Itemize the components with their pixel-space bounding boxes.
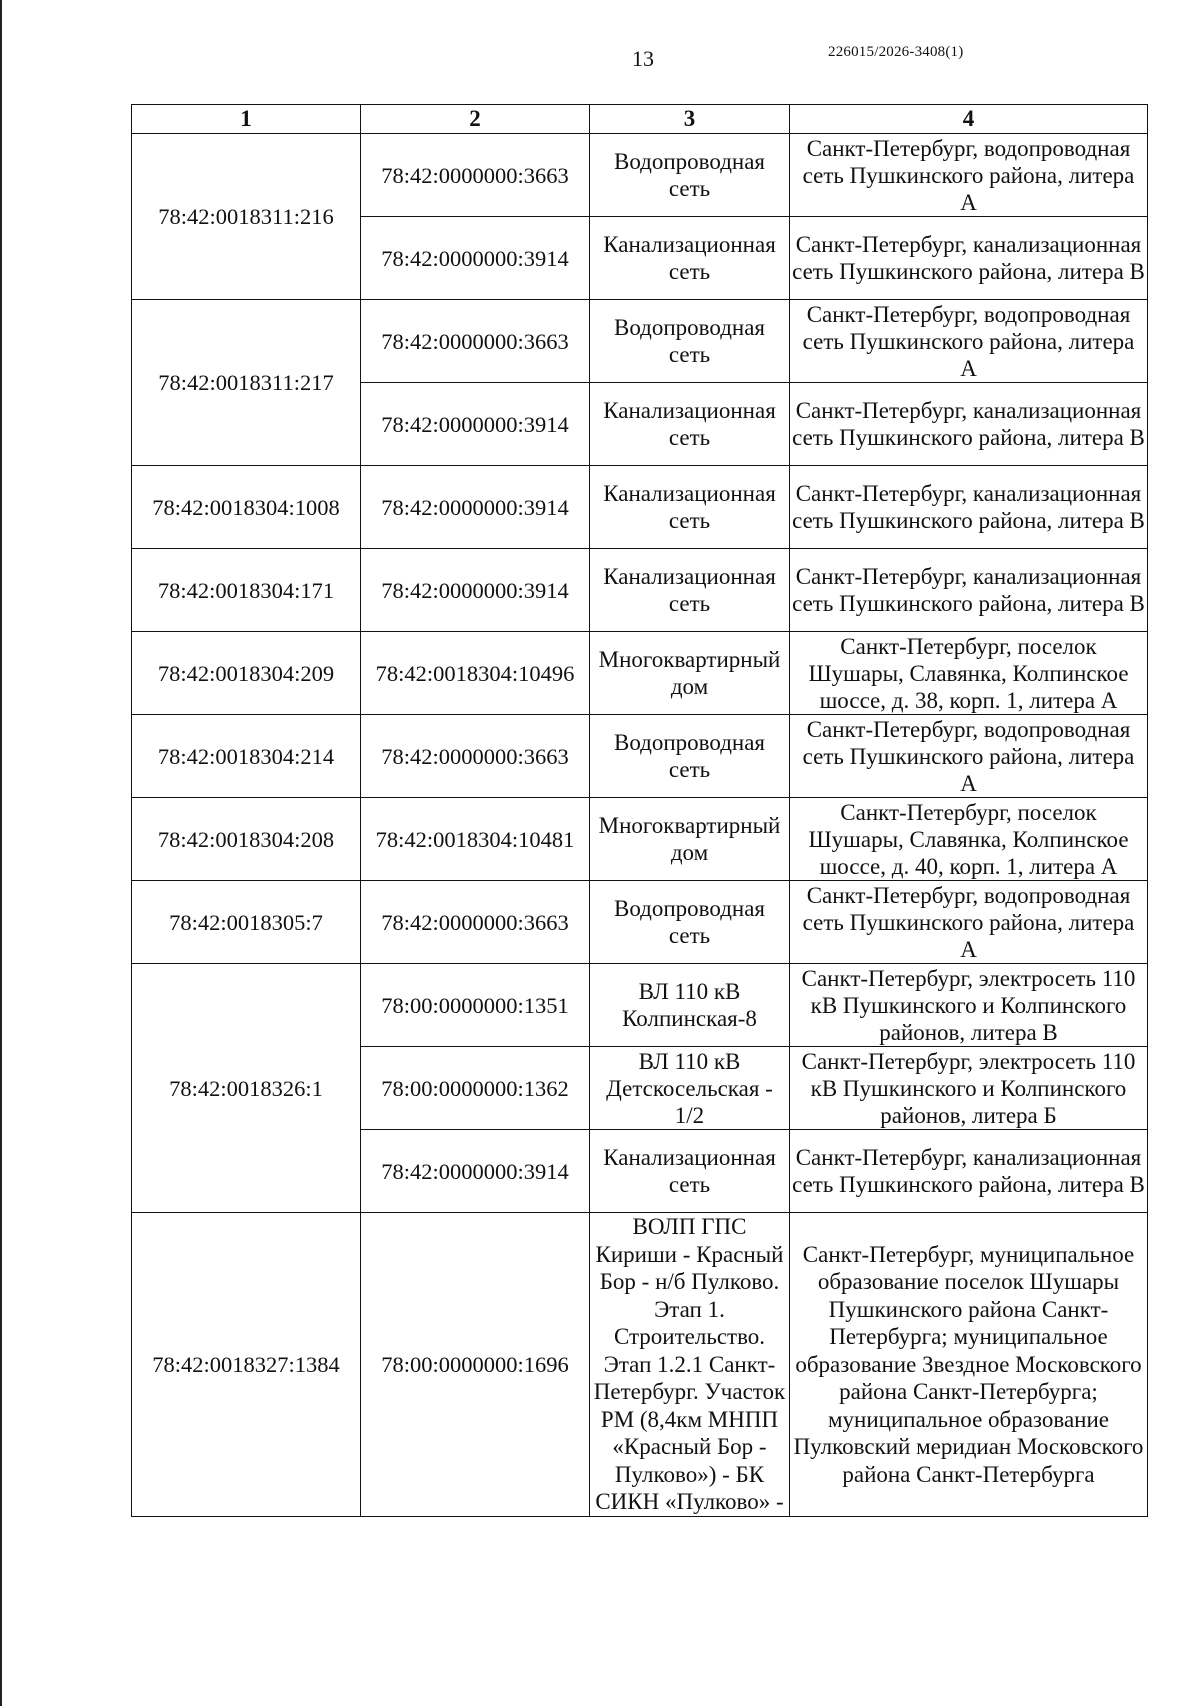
type-cell: ВОЛП ГПС Кириши - Красный Бор - н/б Пулково. Этап 1. Строительство. Этап 1.2.1 Санкт-Петербург. Участок РМ (8,4км МНПП «Красный Бор - Пулково») - БК СИКН «Пулково» - — [590, 1213, 790, 1517]
type-cell: Водопроводная сеть — [590, 881, 790, 964]
type-cell: Канализационная сеть — [590, 549, 790, 632]
table-row — [132, 466, 1148, 549]
type-cell: Канализационная сеть — [590, 383, 790, 466]
column-header: 3 — [590, 105, 790, 134]
document-code: 226015/2026-3408(1) — [828, 44, 964, 60]
parcel-cell: 78:42:0018304:208 — [132, 798, 361, 881]
type-cell: Канализационная сеть — [590, 217, 790, 300]
object-cell: 78:42:0000000:3663 — [361, 300, 590, 383]
type-cell: Канализационная сеть — [590, 466, 790, 549]
address-cell: Санкт-Петербург, электросеть 110 кВ Пушкинского и Колпинского районов, литера Б — [790, 1047, 1148, 1130]
parcel-cell: 78:42:0018304:214 — [132, 715, 361, 798]
address-cell: Санкт-Петербург, поселок Шушары, Славянка, Колпинское шоссе, д. 40, корп. 1, литера А — [790, 798, 1148, 881]
table-row — [132, 798, 1148, 881]
column-header: 2 — [361, 105, 590, 134]
table-row — [132, 964, 1148, 1047]
parcel-cell: 78:42:0018304:1008 — [132, 466, 361, 549]
table-row — [132, 300, 1148, 383]
type-cell: ВЛ 110 кВ Детскосельская - 1/2 — [590, 1047, 790, 1130]
table-row — [132, 881, 1148, 964]
address-cell: Санкт-Петербург, канализационная сеть Пушкинского района, литера В — [790, 549, 1148, 632]
address-cell: Санкт-Петербург, водопроводная сеть Пушкинского района, литера А — [790, 300, 1148, 383]
address-cell: Санкт-Петербург, муниципальное образование поселок Шушары Пушкинского района Санкт-Петербурга; муниципальное образование Звездное Московского района Санкт-Петербурга; муниципальное образование Пулковский меридиан Московского района Санкт-Петербурга — [790, 1213, 1148, 1517]
type-cell: Водопроводная сеть — [590, 134, 790, 217]
object-cell: 78:42:0000000:3914 — [361, 217, 590, 300]
address-cell: Санкт-Петербург, электросеть 110 кВ Пушкинского и Колпинского районов, литера В — [790, 964, 1148, 1047]
address-cell: Санкт-Петербург, водопроводная сеть Пушкинского района, литера А — [790, 134, 1148, 217]
type-cell: Канализационная сеть — [590, 1130, 790, 1213]
parcel-cell: 78:42:0018311:217 — [132, 300, 361, 466]
object-cell: 78:00:0000000:1696 — [361, 1213, 590, 1517]
table-row — [132, 549, 1148, 632]
table-row — [132, 632, 1148, 715]
objects-table — [131, 104, 1148, 1517]
object-cell: 78:42:0018304:10496 — [361, 632, 590, 715]
type-cell: Водопроводная сеть — [590, 300, 790, 383]
table-row — [132, 134, 1148, 217]
parcel-cell: 78:42:0018304:171 — [132, 549, 361, 632]
address-cell: Санкт-Петербург, водопроводная сеть Пушкинского района, литера А — [790, 881, 1148, 964]
object-cell: 78:42:0000000:3914 — [361, 383, 590, 466]
address-cell: Санкт-Петербург, водопроводная сеть Пушкинского района, литера А — [790, 715, 1148, 798]
parcel-cell: 78:42:0018326:1 — [132, 964, 361, 1213]
object-cell: 78:42:0000000:3914 — [361, 1130, 590, 1213]
table-row — [132, 1213, 1148, 1517]
parcel-cell: 78:42:0018304:209 — [132, 632, 361, 715]
parcel-cell: 78:42:0018311:216 — [132, 134, 361, 300]
type-cell: ВЛ 110 кВ Колпинская-8 — [590, 964, 790, 1047]
table-row — [132, 715, 1148, 798]
object-cell: 78:42:0000000:3914 — [361, 549, 590, 632]
object-cell: 78:42:0000000:3663 — [361, 881, 590, 964]
address-cell: Санкт-Петербург, канализационная сеть Пушкинского района, литера В — [790, 1130, 1148, 1213]
type-cell: Многоквартирный дом — [590, 632, 790, 715]
object-cell: 78:42:0000000:3663 — [361, 134, 590, 217]
parcel-cell: 78:42:0018327:1384 — [132, 1213, 361, 1517]
address-cell: Санкт-Петербург, поселок Шушары, Славянка, Колпинское шоссе, д. 38, корп. 1, литера А — [790, 632, 1148, 715]
table-header-row — [132, 105, 1148, 134]
address-cell: Санкт-Петербург, канализационная сеть Пушкинского района, литера В — [790, 383, 1148, 466]
object-cell: 78:42:0000000:3914 — [361, 466, 590, 549]
column-header: 4 — [790, 105, 1148, 134]
type-cell: Многоквартирный дом — [590, 798, 790, 881]
address-cell: Санкт-Петербург, канализационная сеть Пушкинского района, литера В — [790, 217, 1148, 300]
object-cell: 78:00:0000000:1351 — [361, 964, 590, 1047]
type-cell: Водопроводная сеть — [590, 715, 790, 798]
column-header: 1 — [132, 105, 361, 134]
parcel-cell: 78:42:0018305:7 — [132, 881, 361, 964]
object-cell: 78:42:0000000:3663 — [361, 715, 590, 798]
object-cell: 78:00:0000000:1362 — [361, 1047, 590, 1130]
page-number: 13 — [632, 46, 654, 71]
address-cell: Санкт-Петербург, канализационная сеть Пушкинского района, литера В — [790, 466, 1148, 549]
scan-edge — [0, 0, 2, 1706]
object-cell: 78:42:0018304:10481 — [361, 798, 590, 881]
